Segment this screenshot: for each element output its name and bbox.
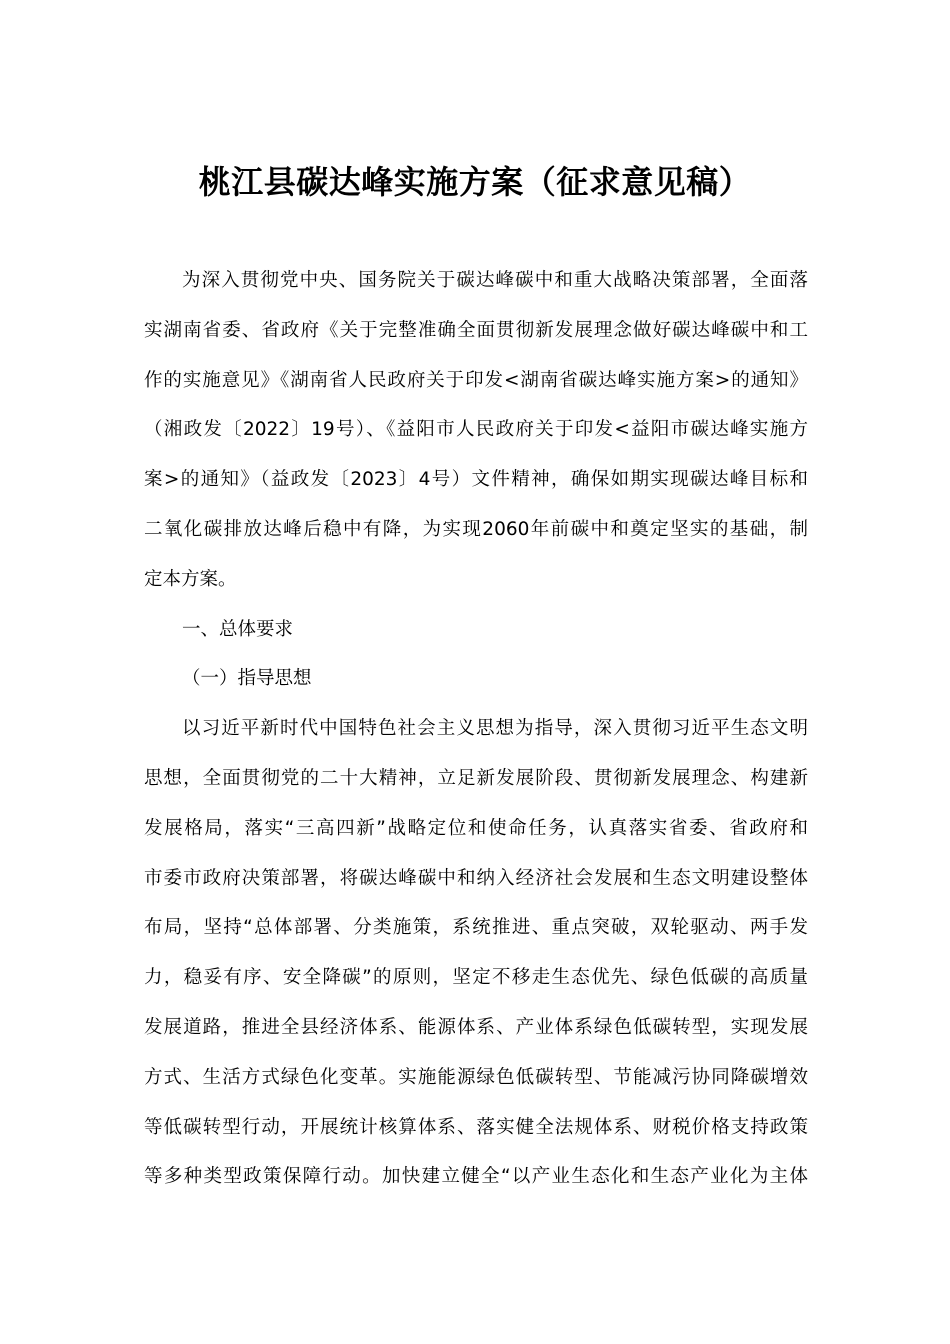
paragraph-line: 案>的通知》（益政发〔2023〕4号）文件精神，确保如期实现碳达峰目标和: [144, 469, 808, 491]
paragraph-line: 力，稳妥有序、安全降碳”的原则，坚定不移走生态优先、绿色低碳的高质量: [144, 967, 808, 989]
document-body: [144, 256, 808, 1202]
paragraph-line: 定本方案。: [144, 568, 237, 590]
section-heading: 一、总体要求: [182, 618, 294, 640]
paragraph-line: 二氧化碳排放达峰后稳中有降，为实现2060年前碳中和奠定坚实的基础，制: [144, 518, 808, 540]
paragraph-line: 以习近平新时代中国特色社会主义思想为指导，深入贯彻习近平生态文明: [182, 718, 808, 740]
paragraph-line: 发展格局，落实“三高四新”战略定位和使命任务，认真落实省委、省政府和: [144, 817, 808, 839]
paragraph-line: 实湖南省委、省政府《关于完整准确全面贯彻新发展理念做好碳达峰碳中和工: [144, 319, 808, 341]
paragraph-line: 等多种类型政策保障行动。加快建立健全“以产业生态化和生态产业化为主体: [144, 1166, 808, 1188]
subsection-heading: （一）指导思想: [182, 668, 312, 690]
paragraph-line: 发展道路，推进全县经济体系、能源体系、产业体系绿色低碳转型，实现发展: [144, 1016, 808, 1038]
paragraph-line: 布局，坚持“总体部署、分类施策，系统推进、重点突破，双轮驱动、两手发: [144, 917, 808, 939]
paragraph-line: 方式、生活方式绿色化变革。实施能源绿色低碳转型、节能减污协同降碳增效: [144, 1066, 808, 1088]
paragraph-line: 市委市政府决策部署，将碳达峰碳中和纳入经济社会发展和生态文明建设整体: [144, 867, 808, 889]
paragraph-line: 作的实施意见》《湖南省人民政府关于印发<湖南省碳达峰实施方案>的通知》: [144, 369, 808, 391]
paragraph-line: 思想，全面贯彻党的二十大精神，立足新发展阶段、贯彻新发展理念、构建新: [144, 767, 808, 789]
document-title: 桃江县碳达峰实施方案（征求意见稿）: [198, 163, 752, 201]
paragraph-line: 为深入贯彻党中央、国务院关于碳达峰碳中和重大战略决策部署，全面落: [182, 270, 808, 291]
paragraph-line: 等低碳转型行动，开展统计核算体系、落实健全法规体系、财税价格支持政策: [144, 1116, 808, 1138]
paragraph-line: （湘政发〔2022〕19号）、《益阳市人民政府关于印发<益阳市碳达峰实施方: [144, 419, 808, 441]
